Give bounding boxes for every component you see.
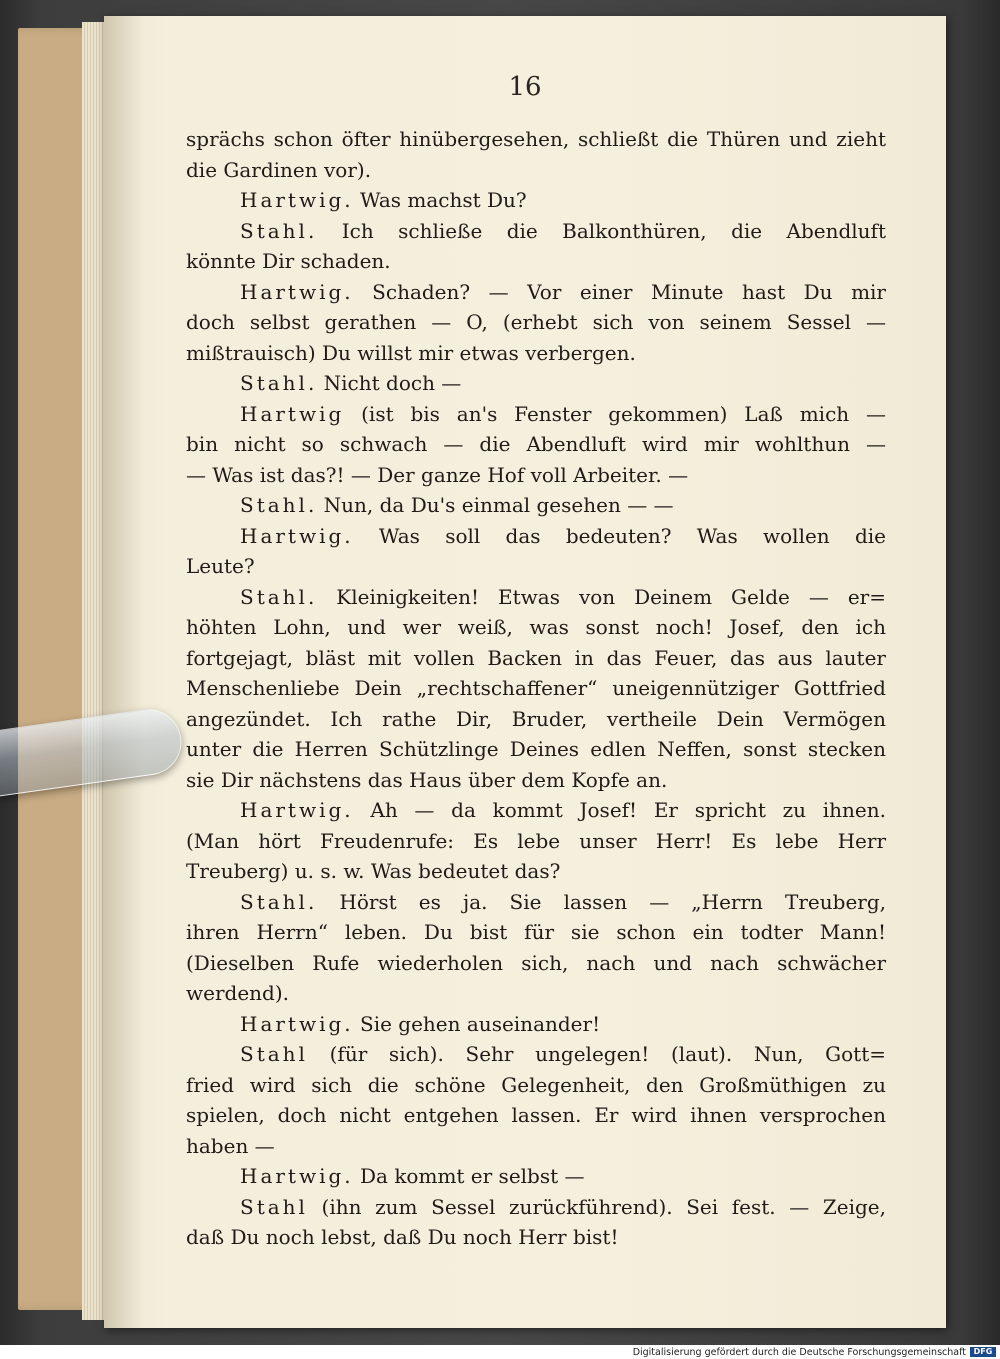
line-text: (Dieselben Rufe wiederholen sich, nach und nach schwächer bbox=[186, 950, 886, 975]
text-line bbox=[186, 582, 886, 613]
line-text: Da kommt er selbst — bbox=[353, 1164, 585, 1188]
line-text: Treuberg) u. s. w. Was bedeutet das? bbox=[186, 859, 561, 883]
text-line bbox=[186, 948, 886, 979]
text-line bbox=[186, 1161, 886, 1192]
text-line bbox=[186, 307, 886, 338]
line-text: bin nicht so schwach — die Abendluft wird mir wohlthun — bbox=[186, 432, 886, 456]
text-line bbox=[186, 1222, 886, 1253]
text-line bbox=[186, 734, 886, 765]
speaker-name: Hartwig. bbox=[240, 1011, 354, 1036]
text-line bbox=[186, 856, 886, 887]
line-text: Ah — da kommt Josef! Er spricht zu ihnen. bbox=[353, 798, 886, 822]
speaker-name: Stahl. bbox=[240, 493, 318, 517]
line-text: fortgejagt, bläst mit vollen Backen in das Feuer, das aus lauter bbox=[186, 645, 886, 670]
line-text: (ihn zum Sessel zurückführend). Sei fest. — Zeige, bbox=[307, 1194, 886, 1219]
text-line bbox=[186, 429, 886, 460]
text-line bbox=[186, 673, 886, 704]
line-text: Menschenliebe Dein „rechtschaffener“ uneigennütziger Gottfried bbox=[186, 676, 886, 700]
book-page bbox=[104, 16, 946, 1328]
line-text: ihren Herrn“ leben. Du bist für sie schon ein todter Mann! bbox=[186, 920, 886, 944]
text-line bbox=[186, 887, 886, 918]
line-text: sie Dir nächstens das Haus über dem Kopfe an. bbox=[186, 767, 668, 792]
spine-shadow bbox=[104, 16, 144, 1328]
line-text: Nicht doch — bbox=[317, 371, 462, 395]
line-text: spielen, doch nicht entgehen lassen. Er wird ihnen versprochen bbox=[186, 1103, 886, 1127]
text-line bbox=[186, 277, 886, 308]
text-line bbox=[186, 124, 886, 155]
line-text: sprächs schon öfter hinübergesehen, schließt die Thüren und zieht bbox=[186, 127, 886, 151]
speaker-name: Stahl. bbox=[240, 584, 318, 609]
line-text: Was soll das bedeuten? Was wollen die bbox=[353, 523, 886, 548]
line-text: fried wird sich die schöne Gelegenheit, den Großmüthigen zu bbox=[186, 1072, 886, 1097]
text-line bbox=[186, 1192, 886, 1223]
line-text: daß Du noch lebst, daß Du noch Herr bist! bbox=[186, 1225, 619, 1249]
line-text: die Gardinen vor). bbox=[186, 157, 372, 182]
speaker-name: Stahl bbox=[240, 1194, 308, 1219]
text-line bbox=[186, 246, 886, 277]
text-line bbox=[186, 917, 886, 948]
text-line bbox=[186, 551, 886, 582]
line-text: (ist bis an's Fenster gekommen) Laß mich — bbox=[344, 401, 886, 426]
footer-credit: Digitalisierung gefördert durch die Deutsche Forschungsgemeinschaft bbox=[632, 1347, 966, 1358]
text-line bbox=[186, 795, 886, 826]
speaker-name: Stahl. bbox=[240, 371, 318, 395]
text-line bbox=[186, 643, 886, 674]
speaker-name: Hartwig. bbox=[240, 523, 354, 548]
speaker-name: Hartwig. bbox=[240, 188, 354, 212]
line-text: könnte Dir schaden. bbox=[186, 249, 391, 273]
line-text: (für sich). Sehr ungelegen! (laut). Nun, Gott= bbox=[307, 1042, 886, 1066]
line-text: Leute? bbox=[186, 554, 255, 578]
line-text: — Was ist das?! — Der ganze Hof voll Arbeiter. — bbox=[186, 462, 689, 487]
speaker-name: Stahl. bbox=[240, 218, 318, 243]
text-line bbox=[186, 490, 886, 521]
line-text: unter die Herren Schützlinge Deines edlen Neffen, sonst stecken bbox=[186, 737, 886, 761]
text-line bbox=[186, 216, 886, 247]
line-text: haben — bbox=[186, 1133, 275, 1158]
speaker-name: Hartwig. bbox=[240, 1164, 354, 1188]
page-text bbox=[186, 124, 886, 1253]
text-line bbox=[186, 1009, 886, 1040]
text-line bbox=[186, 1070, 886, 1101]
text-line bbox=[186, 338, 886, 369]
line-text: doch selbst gerathen — O, (erhebt sich von seinem Sessel — bbox=[186, 310, 886, 334]
text-line bbox=[186, 765, 886, 796]
line-text: angezündet. Ich rathe Dir, Bruder, vertheile Dein Vermögen bbox=[186, 706, 886, 731]
line-text: (Man hört Freudenrufe: Es lebe unser Herr! Es lebe Herr bbox=[186, 828, 886, 853]
text-line bbox=[186, 368, 886, 399]
speaker-name: Stahl. bbox=[240, 889, 318, 914]
text-line bbox=[186, 1039, 886, 1070]
line-text: Kleinigkeiten! Etwas von Deinem Gelde — er= bbox=[317, 584, 886, 609]
page-number: 16 bbox=[508, 72, 542, 102]
text-line bbox=[186, 155, 886, 186]
line-text: Ich schließe die Balkonthüren, die Abendluft bbox=[317, 218, 886, 243]
text-line bbox=[186, 399, 886, 430]
footer-bar bbox=[0, 1345, 1000, 1359]
dfg-logo-icon: DFG bbox=[970, 1347, 996, 1357]
text-line bbox=[186, 185, 886, 216]
speaker-name: Hartwig. bbox=[240, 798, 354, 822]
text-line bbox=[186, 1100, 886, 1131]
line-text: Sie gehen auseinander! bbox=[353, 1011, 601, 1036]
line-text: Hörst es ja. Sie lassen — „Herrn Treuberg, bbox=[317, 889, 886, 914]
line-text: werdend). bbox=[186, 981, 289, 1005]
text-line bbox=[186, 612, 886, 643]
speaker-name: Stahl bbox=[240, 1042, 308, 1066]
text-line bbox=[186, 521, 886, 552]
text-line bbox=[186, 826, 886, 857]
line-text: höhten Lohn, und wer weiß, was sonst noch! Josef, den ich bbox=[186, 615, 886, 639]
line-text: Nun, da Du's einmal gesehen — — bbox=[317, 493, 674, 517]
line-text: Was machst Du? bbox=[353, 188, 527, 212]
text-line bbox=[186, 704, 886, 735]
text-line bbox=[186, 460, 886, 491]
line-text: Schaden? — Vor einer Minute hast Du mir bbox=[353, 279, 886, 304]
speaker-name: Hartwig. bbox=[240, 279, 354, 304]
text-line bbox=[186, 978, 886, 1009]
line-text: mißtrauisch) Du willst mir etwas verbergen. bbox=[186, 340, 636, 365]
text-line bbox=[186, 1131, 886, 1162]
speaker-name: Hartwig bbox=[240, 401, 345, 426]
